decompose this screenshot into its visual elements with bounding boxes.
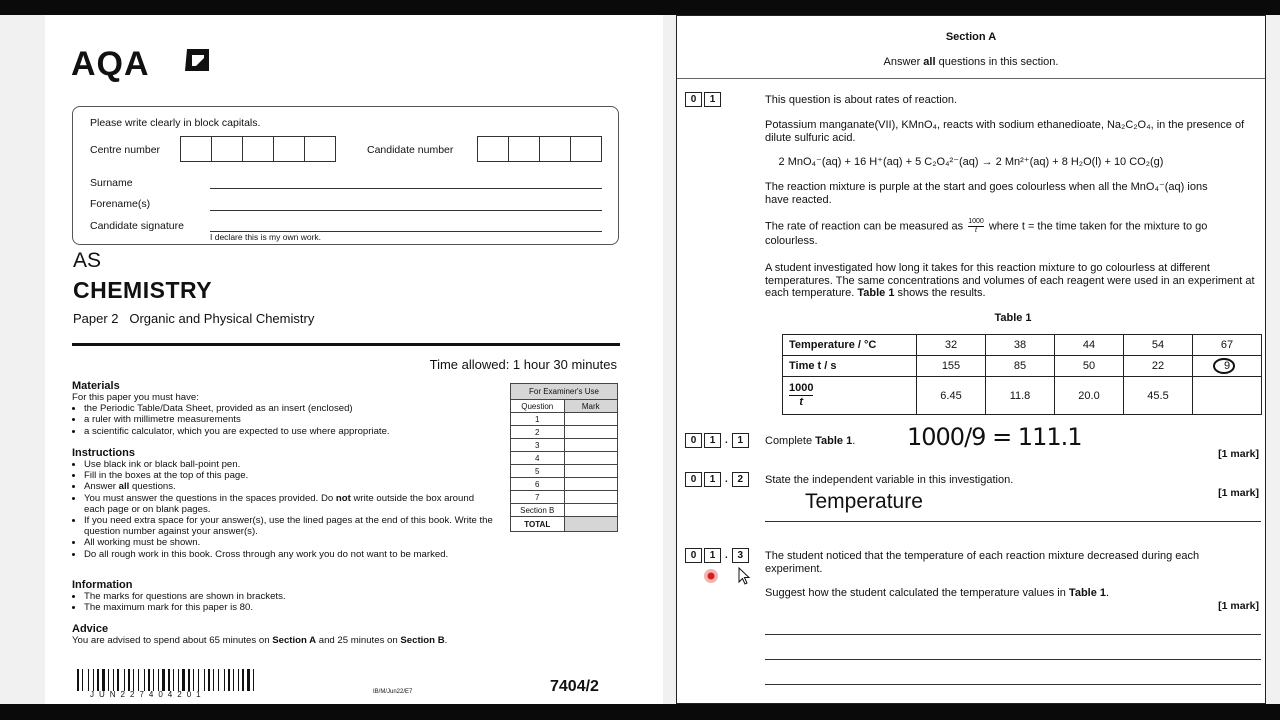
- mark-cell[interactable]: [564, 465, 618, 478]
- mark-cell[interactable]: [564, 439, 618, 452]
- barcode-bar: [93, 669, 94, 691]
- question-page: [676, 15, 1266, 704]
- forenames-field[interactable]: [210, 210, 602, 211]
- barcode-bar: [84, 669, 87, 691]
- barcode-bar: [155, 669, 157, 691]
- time-cell: 155: [917, 356, 986, 377]
- question-number: 4: [511, 452, 565, 465]
- instructions-block: [72, 447, 497, 560]
- answer-line[interactable]: [765, 634, 1261, 635]
- candidate-details-box: [72, 106, 619, 245]
- question-01-3-text: The student noticed that the temperature of each reaction mixture decreased during each experiment.: [765, 550, 1200, 575]
- rate-cell: 6.45: [917, 377, 986, 415]
- barcode-bar: [113, 669, 114, 691]
- time-cell: 50: [1055, 356, 1124, 377]
- barcode-bar: [173, 669, 174, 691]
- barcode-bar: [110, 669, 112, 691]
- instruction-item: • Answer all questions.: [84, 481, 497, 492]
- cover-page: [45, 15, 663, 704]
- question-01-2-text: State the independent variable in this investigation.: [765, 474, 1014, 486]
- barcode-bar: [146, 669, 147, 691]
- materials-intro: For this paper you must have:: [72, 392, 199, 403]
- question-01-1-mark: [1 mark]: [1218, 448, 1259, 460]
- barcode-bar: [117, 669, 119, 691]
- barcode-bar: [224, 669, 225, 691]
- barcode-bar: [153, 669, 154, 691]
- temperature-cell: 67: [1193, 335, 1262, 356]
- barcode-bar: [251, 669, 252, 691]
- temperature-cell: 54: [1124, 335, 1193, 356]
- instruction-item: • Use black ink or black ball-point pen.: [84, 459, 497, 470]
- materials-block: [72, 380, 502, 437]
- total-cell[interactable]: [564, 517, 618, 532]
- mark-cell[interactable]: [564, 413, 618, 426]
- aqa-logo: AQA: [71, 45, 150, 83]
- barcode-bar: [160, 669, 161, 691]
- barcode-bar: [175, 669, 177, 691]
- mark-cell[interactable]: [564, 491, 618, 504]
- question-01-3-prompt: Suggest how the student calculated the temperature values in Table 1.: [765, 587, 1110, 599]
- title-rule: [72, 343, 620, 346]
- information-heading: Information: [72, 579, 133, 591]
- mark-cell[interactable]: [564, 426, 618, 439]
- barcode-bar: [193, 669, 194, 691]
- barcode-bar: [180, 669, 181, 691]
- mouse-cursor-icon: [738, 567, 752, 587]
- section-divider: [677, 78, 1265, 79]
- bottom-bar: [0, 704, 1280, 720]
- aqa-logo-mark-icon: [183, 47, 211, 73]
- barcode-bar: [200, 669, 203, 691]
- examiner-use-table: [510, 383, 618, 532]
- barcode-bar: [253, 669, 254, 691]
- advice-text: You are advised to spend about 65 minutes on Section A and 25 minutes on Section B.: [72, 635, 448, 646]
- barcode-bar: [151, 669, 152, 691]
- barcode-bar: [171, 669, 172, 691]
- barcode-bar: [204, 669, 205, 691]
- barcode-bar: [88, 669, 89, 691]
- barcode-bar: [226, 669, 227, 691]
- barcode-bar: [220, 669, 223, 691]
- question-01-para2: The reaction mixture is purple at the start and goes colourless when all the MnO₄⁻(aq) ions have reacted.: [765, 181, 1208, 206]
- forenames-label: Forename(s): [90, 198, 151, 210]
- barcode-bar: [102, 669, 105, 691]
- rate-row-label: $\frac{1000}{t}$: [783, 377, 917, 415]
- section-title: Section A: [945, 31, 997, 43]
- barcode-bar: [138, 669, 139, 691]
- subject-title: CHEMISTRY: [73, 277, 213, 303]
- barcode-bar: [198, 669, 199, 691]
- time-cell: 85: [986, 356, 1055, 377]
- question-number: 5: [511, 465, 565, 478]
- question-number: 6: [511, 478, 565, 491]
- results-table: [782, 334, 1262, 415]
- barcode-bar: [240, 669, 241, 691]
- question-number: 3: [511, 439, 565, 452]
- advice-block: [72, 623, 612, 646]
- barcode-bar: [115, 669, 116, 691]
- materials-heading: Materials: [72, 380, 120, 392]
- barcode-bar: [231, 669, 232, 691]
- barcode-bar: [135, 669, 137, 691]
- question-01-para3: The rate of reaction can be measured as $\frac{1000}{t}$ where t = the time taken for the mixture to go colourless.: [765, 218, 1208, 247]
- time-cell-circled: 9: [1193, 356, 1262, 377]
- centre-number-label: Centre number: [90, 144, 161, 156]
- centre-number-field[interactable]: [181, 136, 336, 162]
- question-number: 7: [511, 491, 565, 504]
- barcode-bar: [168, 669, 170, 691]
- barcode-bar: [233, 669, 234, 691]
- mark-cell[interactable]: [564, 452, 618, 465]
- question-number-01-2: 0 1 . 2: [685, 472, 749, 487]
- barcode-bar: [186, 669, 187, 691]
- barcode-bar: [182, 669, 185, 691]
- barcode-bar: [162, 669, 165, 691]
- barcode-bar: [218, 669, 219, 691]
- handwritten-circle-icon: [1209, 356, 1239, 376]
- barcode-bar: [215, 669, 217, 691]
- barcode-bar: [195, 669, 197, 691]
- barcode-bar: [108, 669, 109, 691]
- temperature-cell: 32: [917, 335, 986, 356]
- paper-title: Paper 2 Organic and Physical Chemistry: [73, 311, 315, 326]
- question-01-3-mark: [1 mark]: [1218, 600, 1259, 612]
- instructions-heading: Instructions: [72, 447, 135, 459]
- barcode-bar: [206, 669, 207, 691]
- instruction-item: • Fill in the boxes at the top of this page.: [84, 470, 497, 481]
- answer-line[interactable]: [765, 659, 1261, 660]
- rate-cell: 45.5: [1124, 377, 1193, 415]
- click-indicator-icon: [703, 568, 719, 584]
- block-capitals-instruction: Please write clearly in block capitals.: [90, 117, 261, 129]
- typed-answer: Temperature: [805, 490, 923, 513]
- barcode-bar: [97, 669, 99, 691]
- mark-column-header: Mark: [564, 400, 618, 413]
- barcode-bar: [77, 669, 79, 691]
- information-block: [72, 579, 532, 613]
- handwritten-calculation: 1000/9 = 111.1: [907, 423, 1082, 451]
- question-number: 2: [511, 426, 565, 439]
- surname-field[interactable]: [210, 188, 602, 189]
- barcode-bar: [255, 669, 257, 691]
- barcode-bar: [148, 669, 150, 691]
- question-01-2-mark: [1 mark]: [1218, 487, 1259, 499]
- examiner-table-title: For Examiner's Use: [511, 384, 618, 400]
- barcode-bar: [208, 669, 210, 691]
- temperature-row-label: Temperature / °C: [783, 335, 917, 356]
- barcode-bar: [140, 669, 143, 691]
- rate-cell: 11.8: [986, 377, 1055, 415]
- reaction-equation: 2 MnO₄⁻(aq) + 16 H⁺(aq) + 5 C₂O₄²⁻(aq) → 2 Mn²⁺(aq) + 8 H₂O(l) + 10 CO₂(g): [778, 156, 1164, 168]
- candidate-number-label: Candidate number: [367, 144, 454, 156]
- question-number-01-3: 0 1 . 3: [685, 548, 749, 563]
- barcode-bar: [188, 669, 190, 691]
- barcode-bar: [106, 669, 107, 691]
- instruction-item: • You must answer the questions in the spaces provided. Do not write outside the box around each page or on blank pages.: [84, 493, 497, 515]
- time-cell: 22: [1124, 356, 1193, 377]
- information-item: • The maximum mark for this paper is 80.: [84, 602, 532, 613]
- materials-item: • a ruler with millimetre measurements: [84, 414, 502, 425]
- question-number-01: 0 1: [685, 92, 721, 107]
- question-number-01-1: 0 1 . 1: [685, 433, 749, 448]
- barcode-bar: [238, 669, 239, 691]
- barcode-bar: [100, 669, 101, 691]
- barcode-bar: [144, 669, 145, 691]
- instruction-item: • Do all rough work in this book. Cross through any work you do not want to be marked.: [84, 549, 497, 560]
- instruction-item: • All working must be shown.: [84, 537, 497, 548]
- barcode-bar: [120, 669, 123, 691]
- barcode-bar: [211, 669, 212, 691]
- materials-item: • a scientific calculator, which you are expected to use where appropriate.: [84, 426, 502, 437]
- declaration-text: I declare this is my own work.: [210, 232, 322, 242]
- barcode-bar: [158, 669, 159, 691]
- time-allowed: Time allowed: 1 hour 30 minutes: [429, 357, 617, 372]
- barcode-bar: [245, 669, 246, 691]
- top-bar: [0, 0, 1280, 15]
- surname-label: Surname: [90, 177, 133, 189]
- rate-cell-empty[interactable]: [1193, 377, 1262, 415]
- temperature-cell: 44: [1055, 335, 1124, 356]
- barcode-bar: [90, 669, 92, 691]
- instruction-item: • If you need extra space for your answer(s), use the lined pages at the end of this book. Write the question number against your answer(s).: [84, 515, 497, 537]
- barcode-bar: [242, 669, 244, 691]
- barcode-bar: [95, 669, 96, 691]
- section-instruction: Answer all questions in this section.: [883, 56, 1059, 68]
- barcode-bar: [133, 669, 134, 691]
- barcode-bar: [82, 669, 83, 691]
- time-row-label: Time t / s: [783, 356, 917, 377]
- temperature-cell: 38: [986, 335, 1055, 356]
- answer-line[interactable]: [765, 521, 1261, 522]
- question-number: Section B: [511, 504, 565, 517]
- question-01-1-text: Complete Table 1.: [765, 435, 856, 447]
- barcode: [77, 669, 282, 691]
- total-label: TOTAL: [511, 517, 565, 532]
- barcode-bar: [213, 669, 214, 691]
- paper-reference: IB/M/Jun22/E7: [373, 689, 413, 695]
- barcode-bar: [131, 669, 132, 691]
- barcode-bar: [178, 669, 179, 691]
- barcode-bar: [80, 669, 81, 691]
- answer-line[interactable]: [765, 684, 1261, 685]
- question-column-header: Question: [511, 400, 565, 413]
- rate-cell: 20.0: [1055, 377, 1124, 415]
- advice-heading: Advice: [72, 623, 109, 635]
- table-1-title: Table 1: [994, 312, 1032, 324]
- question-01-para1: Potassium manganate(VII), KMnO₄, reacts with sodium ethanedioate, Na₂C₂O₄, in the presence of dilute sulfuric acid.: [765, 119, 1245, 144]
- question-01-intro: This question is about rates of reaction.: [765, 94, 957, 106]
- mark-cell[interactable]: [564, 504, 618, 517]
- barcode-bar: [166, 669, 167, 691]
- information-item: • The marks for questions are shown in brackets.: [84, 591, 532, 602]
- signature-label: Candidate signature: [90, 220, 184, 232]
- barcode-bar: [126, 669, 127, 691]
- qualification-level: AS: [73, 249, 102, 272]
- barcode-number: JUN227404201: [90, 690, 206, 699]
- barcode-bar: [128, 669, 130, 691]
- candidate-number-field[interactable]: [478, 136, 602, 162]
- mark-cell[interactable]: [564, 478, 618, 491]
- question-number: 1: [511, 413, 565, 426]
- barcode-bar: [191, 669, 192, 691]
- materials-item: • the Periodic Table/Data Sheet, provided as an insert (enclosed): [84, 403, 502, 414]
- barcode-bar: [124, 669, 125, 691]
- question-01-para4: A student investigated how long it takes for this reaction mixture to go colourless at different temperatures. The same concentrations and volumes of each reagent were used in an experiment at each temperature. Table 1 shows the results.: [765, 262, 1255, 299]
- barcode-bar: [228, 669, 230, 691]
- barcode-bar: [247, 669, 250, 691]
- barcode-bar: [235, 669, 237, 691]
- paper-code: 7404/2: [550, 678, 599, 695]
